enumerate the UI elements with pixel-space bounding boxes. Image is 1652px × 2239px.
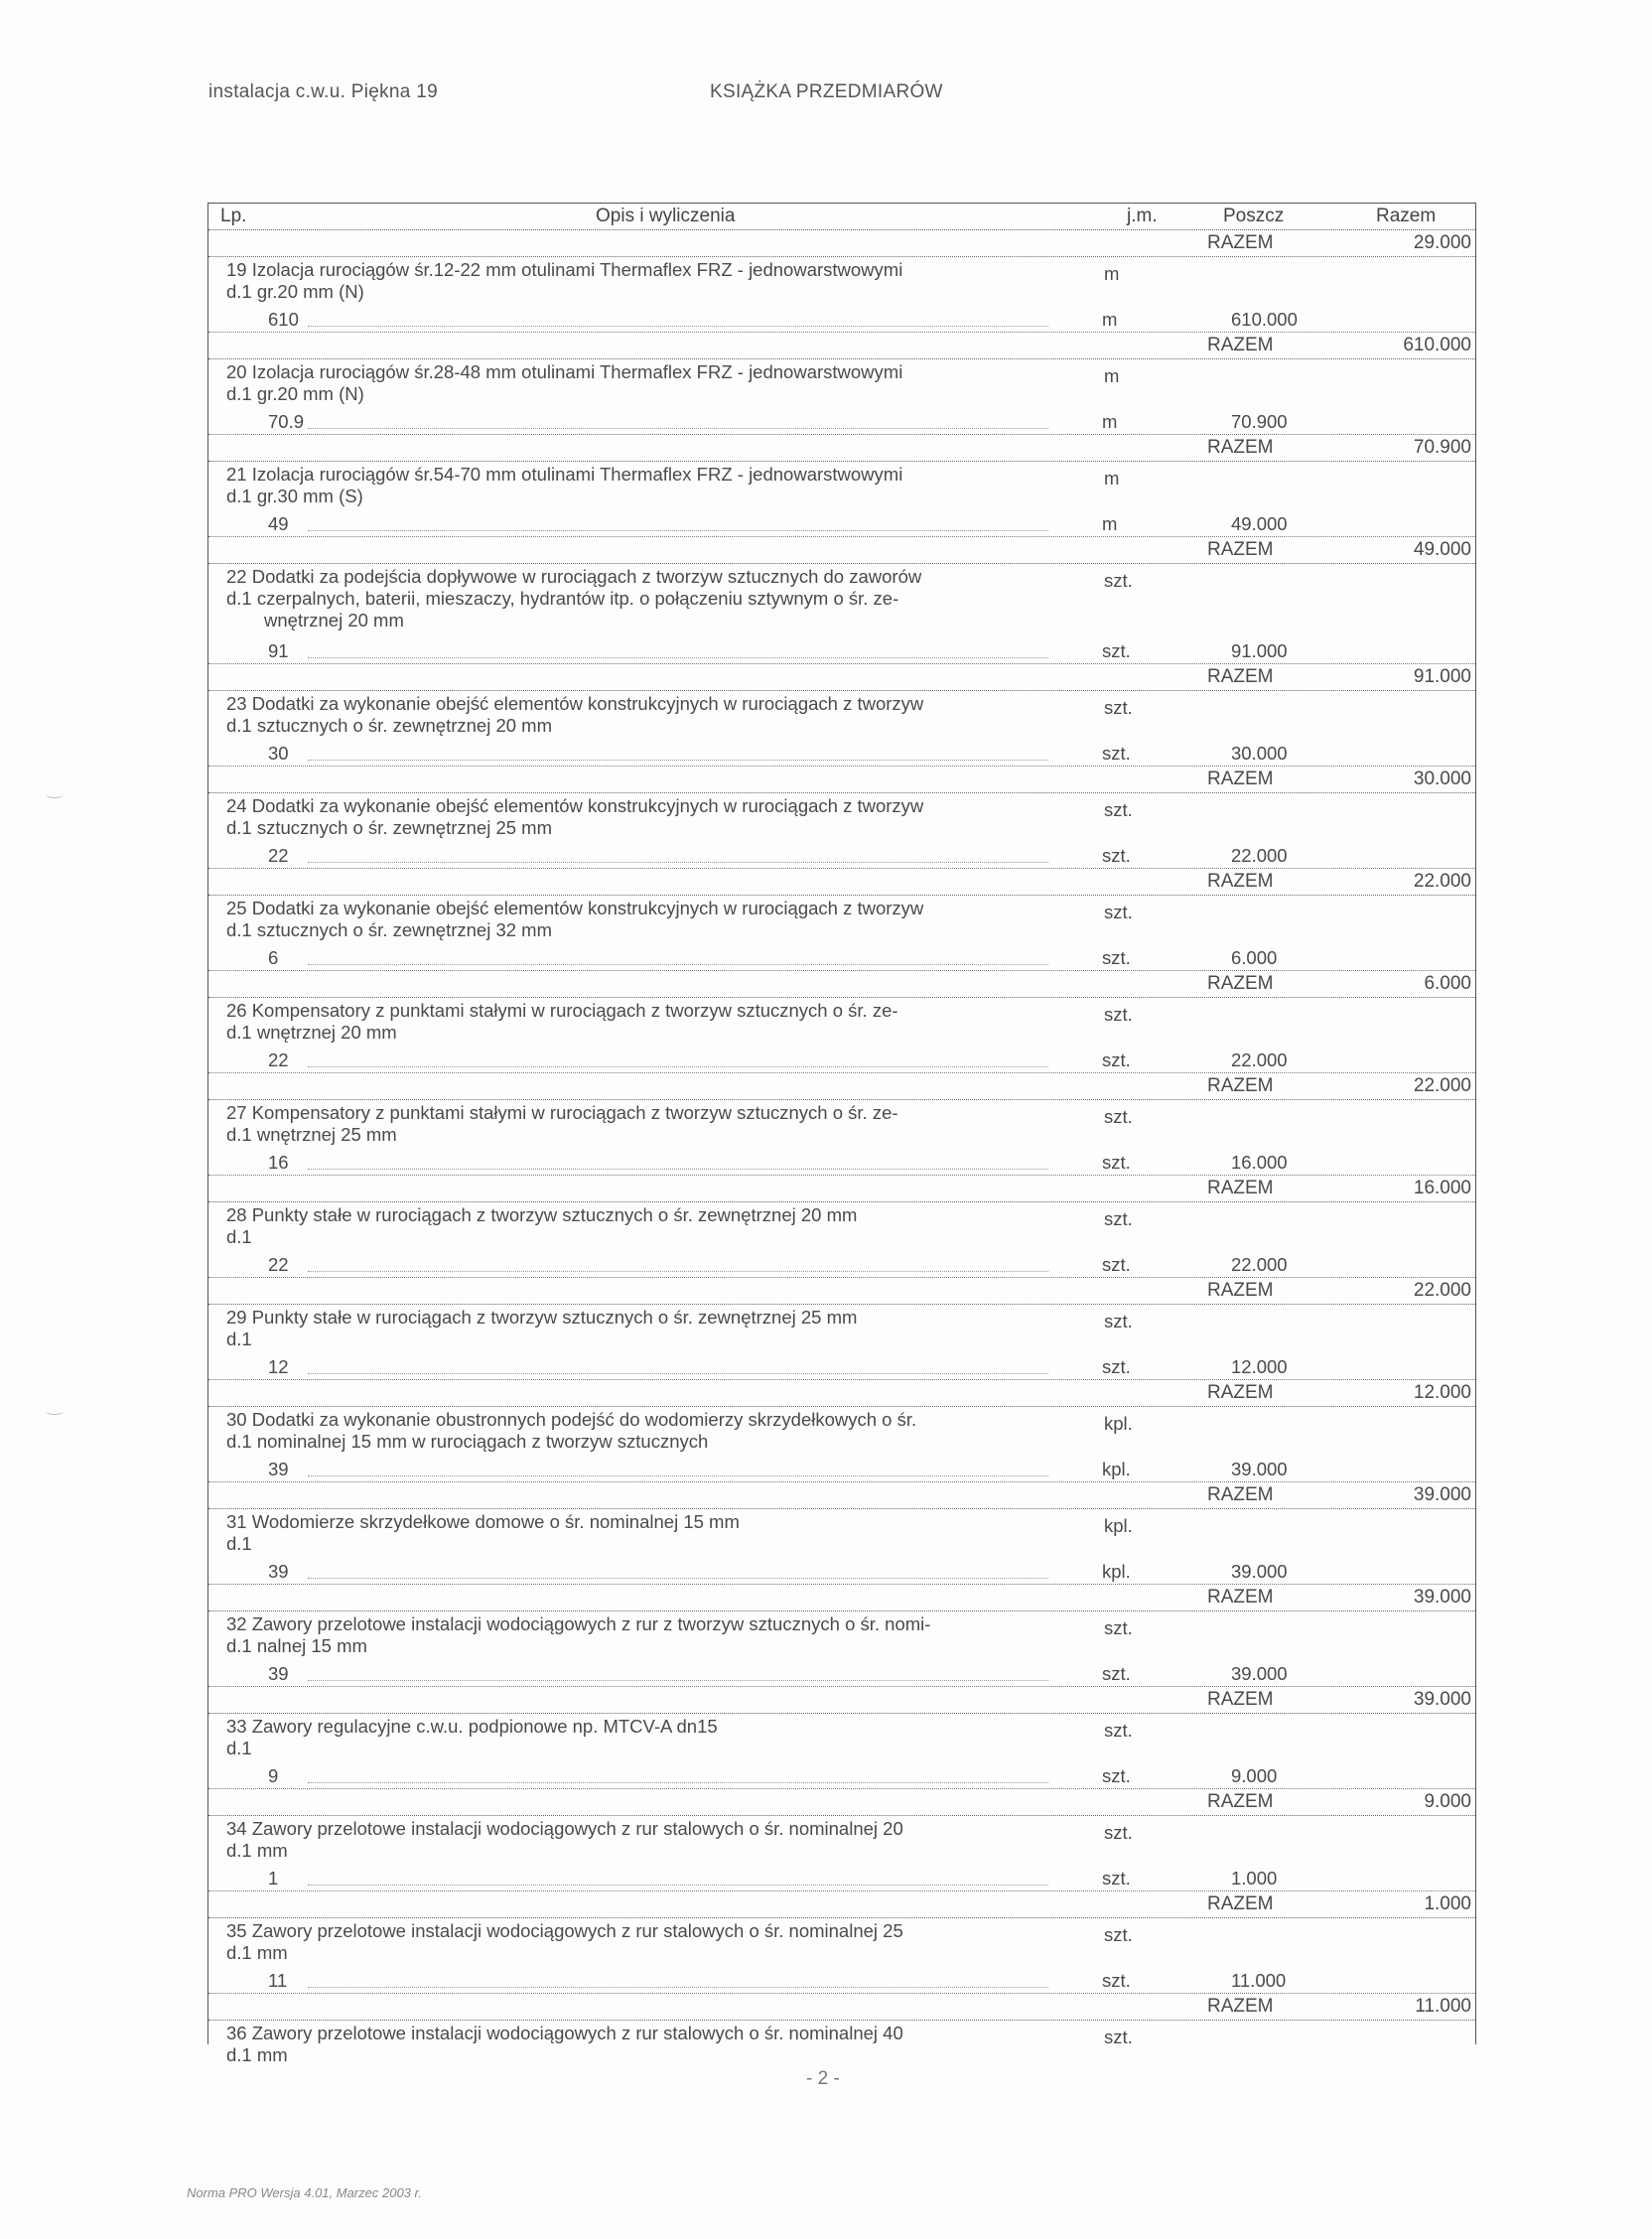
razem-row (208, 1891, 1475, 1918)
item-quantity: 1 (268, 1868, 279, 1889)
item-quantity: 22 (268, 1050, 289, 1070)
item-poszcz-value: 12.000 (1231, 1356, 1288, 1377)
dotted-leader (308, 1373, 1048, 1374)
item-poszcz-value: 1.000 (1231, 1868, 1278, 1889)
description-line: 24 Dodatki za wykonanie obejść elementów konstrukcyjnych w rurociągach z tworzyw (226, 795, 924, 816)
item-unit-repeat: szt. (1102, 1152, 1131, 1173)
razem-value: 11.000 (1415, 1996, 1471, 2017)
table-row (208, 462, 1475, 537)
description-line: d.1 nalnej 15 mm (226, 1635, 367, 1656)
table-row (208, 896, 1475, 971)
item-unit-repeat: m (1102, 513, 1118, 534)
razem-label: RAZEM (1207, 1893, 1274, 1914)
item-unit: m (1104, 263, 1120, 284)
measurement-table (207, 203, 1476, 2065)
item-unit: szt. (1104, 1617, 1133, 1638)
item-quantity: 16 (268, 1152, 289, 1173)
description-line: 27 Kompensatory z punktami stałymi w rurociągach z tworzyw sztucznych o śr. ze- (226, 1102, 898, 1123)
item-poszcz-value: 610.000 (1231, 309, 1298, 330)
item-poszcz-value: 39.000 (1231, 1561, 1288, 1582)
item-unit: szt. (1104, 1004, 1133, 1025)
description-line: d.1 sztucznych o śr. zewnętrznej 25 mm (226, 817, 552, 838)
table-row (208, 793, 1475, 869)
item-quantity: 11 (268, 1970, 288, 1991)
description-line: 36 Zawory przelotowe instalacji wodociągowych z rur stalowych o śr. nominalnej 40 (226, 2023, 903, 2043)
razem-row (208, 435, 1475, 462)
dotted-leader (308, 964, 1048, 965)
razem-label: RAZEM (1207, 539, 1274, 560)
item-description (226, 795, 1110, 839)
dotted-leader (308, 326, 1048, 327)
item-description (226, 566, 1110, 631)
item-unit: m (1104, 468, 1120, 489)
description-line: 29 Punkty stałe w rurociągach z tworzyw sztucznych o śr. zewnętrznej 25 mm (226, 1307, 858, 1328)
description-line: 20 Izolacja rurociągów śr.28-48 mm otulinami Thermaflex FRZ - jednowarstwowymi (226, 361, 903, 382)
description-line: d.1 (226, 1329, 252, 1349)
item-unit-repeat: m (1102, 309, 1118, 330)
dotted-leader (308, 1987, 1048, 1988)
description-line: d.1 sztucznych o śr. zewnętrznej 20 mm (226, 715, 552, 736)
razem-row (208, 1482, 1475, 1509)
description-line: d.1 (226, 1738, 252, 1758)
table-row (208, 1202, 1475, 1278)
razem-label: RAZEM (1207, 1382, 1274, 1403)
razem-label: RAZEM (1207, 769, 1274, 789)
description-line: 33 Zawory regulacyjne c.w.u. podpionowe np. MTCV-A dn15 (226, 1716, 718, 1737)
razem-row (208, 971, 1475, 998)
description-line: 32 Zawory przelotowe instalacji wodociągowych z rur z tworzyw sztucznych o śr. nomi- (226, 1613, 931, 1634)
item-description (226, 1613, 1110, 1657)
item-unit-repeat: szt. (1102, 1663, 1131, 1684)
description-line: d.1 sztucznych o śr. zewnętrznej 32 mm (226, 919, 552, 940)
item-poszcz-value: 22.000 (1231, 1050, 1288, 1070)
razem-row (208, 1278, 1475, 1305)
razem-label: RAZEM (1207, 335, 1274, 355)
item-unit: szt. (1104, 1720, 1133, 1741)
item-description (226, 1716, 1110, 1759)
razem-label: RAZEM (1207, 1484, 1274, 1505)
description-line: d.1 (226, 1226, 252, 1247)
razem-row (208, 537, 1475, 564)
item-description (226, 361, 1110, 405)
description-line: 25 Dodatki za wykonanie obejść elementów konstrukcyjnych w rurociągach z tworzyw (226, 898, 924, 918)
table-row (208, 998, 1475, 1073)
item-unit-repeat: szt. (1102, 1356, 1131, 1377)
dotted-leader (308, 428, 1048, 429)
dotted-leader (308, 1271, 1048, 1272)
description-line: 34 Zawory przelotowe instalacji wodociągowych z rur stalowych o śr. nominalnej 20 (226, 1818, 903, 1839)
table-row (208, 1509, 1475, 1585)
razem-label: RAZEM (1207, 973, 1274, 994)
razem-value: 30.000 (1413, 769, 1471, 789)
razem-row (208, 333, 1475, 359)
item-quantity: 6 (268, 947, 279, 968)
razem-label: RAZEM (1207, 1996, 1274, 2017)
item-quantity: 22 (268, 845, 289, 866)
item-poszcz-value: 49.000 (1231, 513, 1288, 534)
table-row (208, 564, 1475, 664)
item-unit: szt. (1104, 1924, 1133, 1945)
description-line: d.1 gr.20 mm (N) (226, 383, 364, 404)
razem-label: RAZEM (1207, 1791, 1274, 1812)
item-unit: szt. (1104, 1822, 1133, 1843)
razem-label: RAZEM (1207, 1280, 1274, 1301)
item-description (226, 464, 1110, 507)
item-description (226, 898, 1110, 941)
table-row (208, 2021, 1475, 2080)
table-row (208, 1305, 1475, 1380)
razem-value: 91.000 (1413, 666, 1471, 687)
item-quantity: 70.9 (268, 411, 305, 432)
description-line: 19 Izolacja rurociągów śr.12-22 mm otulinami Thermaflex FRZ - jednowarstwowymi (226, 259, 903, 280)
dotted-leader (308, 760, 1048, 761)
dotted-leader (308, 1885, 1048, 1886)
item-unit: szt. (1104, 570, 1133, 591)
table-header-row (208, 204, 1475, 230)
item-quantity: 39 (268, 1663, 289, 1684)
razem-value: 49.000 (1413, 539, 1471, 560)
item-poszcz-value: 91.000 (1231, 640, 1288, 661)
table-row (208, 1100, 1475, 1176)
razem-value: 22.000 (1413, 1075, 1471, 1096)
table-row (208, 1918, 1475, 1994)
razem-value: 22.000 (1413, 871, 1471, 892)
description-line: 26 Kompensatory z punktami stałymi w rurociągach z tworzyw sztucznych o śr. ze- (226, 1000, 898, 1021)
item-description (226, 1102, 1110, 1146)
razem-label: RAZEM (1207, 1689, 1274, 1710)
dotted-leader (308, 1782, 1048, 1783)
description-line: d.1 mm (226, 1840, 288, 1861)
description-line: d.1 wnętrznej 20 mm (226, 1022, 397, 1043)
item-description (226, 1000, 1110, 1044)
description-line: 30 Dodatki za wykonanie obustronnych podejść do wodomierzy skrzydełkowych o śr. (226, 1409, 917, 1430)
item-quantity: 9 (268, 1765, 279, 1786)
item-description (226, 693, 1110, 737)
razem-label: RAZEM (1207, 871, 1274, 892)
description-line: 28 Punkty stałe w rurociągach z tworzyw sztucznych o śr. zewnętrznej 20 mm (226, 1204, 858, 1225)
item-unit: kpl. (1104, 1515, 1133, 1536)
item-description (226, 2023, 1110, 2066)
table-row (208, 359, 1475, 435)
column-opis: Opis i wyliczenia (596, 206, 736, 226)
footer-software-note: Norma PRO Wersja 4.01, Marzec 2003 r. (187, 2185, 422, 2200)
column-lp: Lp. (220, 206, 247, 226)
razem-value: 29.000 (1413, 232, 1471, 253)
razem-value: 22.000 (1413, 1280, 1471, 1301)
item-unit: szt. (1104, 2027, 1133, 2047)
item-unit-repeat: kpl. (1102, 1459, 1131, 1479)
item-quantity: 30 (268, 743, 289, 764)
razem-value: 1.000 (1424, 1893, 1471, 1914)
table-row (208, 1714, 1475, 1789)
razem-row (208, 664, 1475, 691)
item-poszcz-value: 16.000 (1231, 1152, 1288, 1173)
item-quantity: 39 (268, 1459, 289, 1479)
scan-mark (46, 791, 64, 798)
item-unit: m (1104, 365, 1120, 386)
razem-row (208, 1380, 1475, 1407)
dotted-leader (308, 1169, 1048, 1170)
item-poszcz-value: 22.000 (1231, 1254, 1288, 1275)
item-poszcz-value: 70.900 (1231, 411, 1288, 432)
razem-label: RAZEM (1207, 666, 1274, 687)
razem-value: 6.000 (1424, 973, 1471, 994)
description-line: d.1 wnętrznej 25 mm (226, 1124, 397, 1145)
item-unit-repeat: szt. (1102, 947, 1131, 968)
item-unit-repeat: m (1102, 411, 1118, 432)
description-line: wnętrznej 20 mm (264, 610, 404, 630)
item-description (226, 1511, 1110, 1555)
item-poszcz-value: 39.000 (1231, 1663, 1288, 1684)
razem-label: RAZEM (1207, 1178, 1274, 1198)
razem-row (208, 1994, 1475, 2021)
description-line: d.1 mm (226, 2044, 288, 2065)
dotted-leader (308, 657, 1048, 658)
razem-row (208, 1789, 1475, 1816)
description-line: 23 Dodatki za wykonanie obejść elementów konstrukcyjnych w rurociągach z tworzyw (226, 693, 924, 714)
item-poszcz-value: 11.000 (1231, 1970, 1287, 1991)
dotted-leader (308, 530, 1048, 531)
item-unit-repeat: szt. (1102, 1970, 1131, 1991)
item-description (226, 259, 1110, 303)
item-description (226, 1204, 1110, 1248)
description-line: d.1 gr.20 mm (N) (226, 281, 364, 302)
razem-value: 39.000 (1413, 1587, 1471, 1608)
dotted-leader (308, 1066, 1048, 1067)
document-header-title: KSIĄŻKA PRZEDMIARÓW (710, 81, 943, 102)
description-line: d.1 (226, 1533, 252, 1554)
item-unit-repeat: szt. (1102, 1254, 1131, 1275)
table-rows (208, 257, 1475, 2080)
item-unit-repeat: szt. (1102, 1765, 1131, 1786)
column-jm: j.m. (1127, 206, 1158, 226)
razem-row (208, 230, 1475, 257)
item-poszcz-value: 30.000 (1231, 743, 1288, 764)
item-unit: szt. (1104, 697, 1133, 718)
description-line: 35 Zawory przelotowe instalacji wodociągowych z rur stalowych o śr. nominalnej 25 (226, 1920, 903, 1941)
item-quantity: 91 (268, 640, 289, 661)
razem-label: RAZEM (1207, 1587, 1274, 1608)
item-unit: szt. (1104, 799, 1133, 820)
dotted-leader (308, 862, 1048, 863)
item-description (226, 1307, 1110, 1350)
item-quantity: 22 (268, 1254, 289, 1275)
item-poszcz-value: 6.000 (1231, 947, 1278, 968)
item-unit-repeat: szt. (1102, 640, 1131, 661)
description-line: d.1 czerpalnych, baterii, mieszaczy, hydrantów itp. o połączeniu sztywnym o śr. ze- (226, 588, 899, 609)
page-number: - 2 - (806, 2068, 840, 2089)
item-description (226, 1818, 1110, 1862)
dotted-leader (308, 1475, 1048, 1476)
razem-value: 12.000 (1413, 1382, 1471, 1403)
item-unit-repeat: szt. (1102, 1868, 1131, 1889)
razem-row (208, 1073, 1475, 1100)
table-row (208, 691, 1475, 767)
table-row (208, 1611, 1475, 1687)
item-description (226, 1409, 1110, 1453)
item-unit-repeat: szt. (1102, 743, 1131, 764)
razem-label: RAZEM (1207, 1075, 1274, 1096)
item-description (226, 1920, 1110, 1964)
description-line: d.1 mm (226, 1942, 288, 1963)
item-quantity: 12 (268, 1356, 289, 1377)
item-poszcz-value: 39.000 (1231, 1459, 1288, 1479)
item-quantity: 610 (268, 309, 299, 330)
razem-value: 70.900 (1413, 437, 1471, 458)
razem-label: RAZEM (1207, 437, 1274, 458)
item-quantity: 39 (268, 1561, 289, 1582)
item-unit-repeat: kpl. (1102, 1561, 1131, 1582)
razem-value: 9.000 (1424, 1791, 1471, 1812)
razem-value: 39.000 (1413, 1689, 1471, 1710)
scan-mark (46, 1408, 64, 1415)
column-poszcz: Poszcz (1223, 206, 1285, 226)
item-unit: szt. (1104, 1106, 1133, 1127)
item-unit: szt. (1104, 1311, 1133, 1331)
item-quantity: 49 (268, 513, 289, 534)
table-row (208, 257, 1475, 333)
razem-row (208, 767, 1475, 793)
item-poszcz-value: 22.000 (1231, 845, 1288, 866)
razem-value: 16.000 (1413, 1178, 1471, 1198)
item-poszcz-value: 9.000 (1231, 1765, 1278, 1786)
description-line: d.1 nominalnej 15 mm w rurociągach z tworzyw sztucznych (226, 1431, 709, 1452)
item-unit-repeat: szt. (1102, 1050, 1131, 1070)
razem-label: RAZEM (1207, 232, 1274, 253)
description-line: 31 Wodomierze skrzydełkowe domowe o śr. nominalnej 15 mm (226, 1511, 740, 1532)
column-razem: Razem (1376, 206, 1437, 226)
razem-value: 610.000 (1403, 335, 1471, 355)
razem-row (208, 1585, 1475, 1611)
razem-row (208, 1176, 1475, 1202)
table-row (208, 1407, 1475, 1482)
razem-row (208, 869, 1475, 896)
description-line: 21 Izolacja rurociągów śr.54-70 mm otulinami Thermaflex FRZ - jednowarstwowymi (226, 464, 903, 485)
razem-value: 39.000 (1413, 1484, 1471, 1505)
item-unit: kpl. (1104, 1413, 1133, 1434)
item-unit: szt. (1104, 902, 1133, 922)
item-unit-repeat: szt. (1102, 845, 1131, 866)
document-header-left: instalacja c.w.u. Piękna 19 (208, 81, 438, 102)
dotted-leader (308, 1578, 1048, 1579)
description-line: 22 Dodatki za podejścia dopływowe w rurociągach z tworzyw sztucznych do zaworów (226, 566, 922, 587)
item-unit: szt. (1104, 1208, 1133, 1229)
description-line: d.1 gr.30 mm (S) (226, 486, 363, 506)
table-row (208, 1816, 1475, 1891)
dotted-leader (308, 1680, 1048, 1681)
razem-row (208, 1687, 1475, 1714)
